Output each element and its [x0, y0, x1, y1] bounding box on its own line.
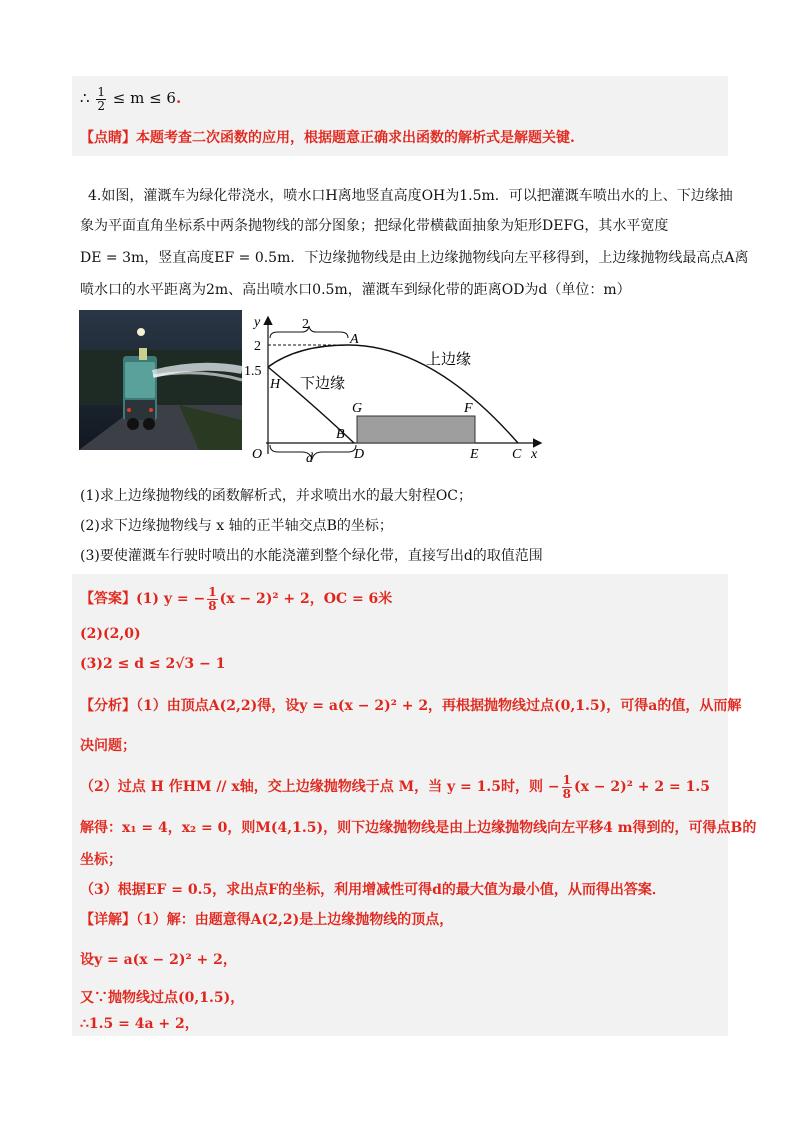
comment-line: [80, 128, 575, 148]
label-y: y: [254, 315, 261, 330]
label-G: G: [352, 401, 363, 416]
problem-line-3: DE = 3m，竖直高度EF = 0.5m．下边缘抛物线是由上边缘抛物线向左平移得到，上边缘抛物线最高点A离: [80, 250, 749, 266]
label-2-axis: 2: [254, 339, 261, 354]
label-E: E: [470, 447, 479, 462]
fraction-half: $\frac{1}{2}$: [97, 84, 105, 113]
label-O: O: [252, 447, 263, 462]
analysis-line-4: 解得：x₁ = 4，x₂ = 0，则M(4,1.5)，则下边缘抛物线是由上边缘抛物线向左平移4 m得到的，可得点B的: [80, 820, 757, 836]
label-H: H: [270, 377, 281, 392]
problem-line-2: 象为平面直角坐标系中两条抛物线的部分图象；把绿化带横截面抽象为矩形DEFG，其水平宽度: [80, 218, 669, 234]
label-A: A: [350, 332, 359, 347]
parabola-diagram: [244, 312, 546, 466]
analysis-line-6: （3）根据EF = 0.5，求出点F的坐标，利用增减性可得d的最大值为最小值，从而得出答案．: [80, 882, 666, 898]
label-F: F: [464, 401, 473, 416]
detail-line-4: ∴1.5 = 4a + 2，: [80, 1016, 199, 1032]
top-brace: [270, 326, 348, 338]
label-1.5: 1.5: [244, 364, 262, 379]
detail-line-3: 又∵抛物线过点(0,1.5)，: [80, 990, 245, 1006]
detail-line-2: 设y = a(x − 2)² + 2，: [80, 952, 237, 968]
label-d: d: [306, 451, 313, 466]
analysis-line-1: 【分析】（1）由顶点A(2,2)得，设y = a(x − 2)² + 2，再根据抛物线过点(0,1.5)，可得a的值，从而解: [80, 698, 742, 714]
fraction-eighth: $\frac{1}{8}$: [208, 584, 217, 613]
label-upper-edge: 上边缘: [426, 350, 472, 368]
analysis-line-3: （2）过点 H 作HM // x轴，交上边缘抛物线于点 M，当 y = 1.5时，则 − $\frac{1}{8}$ (x − 2)² + 2 = 1.5: [80, 772, 710, 801]
truck-photo-illustration: [79, 310, 242, 450]
fraction-eighth-2: $\frac{1}{8}$: [562, 772, 571, 801]
problem-line-4: 喷水口的水平距离为2m、高出喷水口0.5m，灌溉车到绿化带的距离OD为d（单位：m）: [80, 282, 631, 298]
analysis-label: 【分析】: [80, 698, 136, 714]
green-belt-rect: [357, 416, 475, 443]
label-C: C: [512, 447, 522, 462]
comment-label: 【点睛】: [80, 130, 136, 146]
label-lower-edge: 下边缘: [300, 374, 346, 392]
prev-conclusion: ∴ $\frac{1}{2}$ ≤ m ≤ 6.: [80, 84, 182, 113]
label-B: B: [336, 427, 345, 442]
analysis-line-5: 坐标；: [80, 852, 122, 868]
label-x: x: [531, 447, 538, 462]
question-3: (3)要使灌溉车行驶时喷出的水能浇灌到整个绿化带，直接写出d的取值范围: [80, 548, 543, 564]
comment-text: 本题考查二次函数的应用，根据题意正确求出函数的解析式是解题关键.: [136, 130, 575, 146]
bottom-brace: [270, 445, 356, 459]
answer-line-1: 【答案】(1) y = − $\frac{1}{8}$ (x − 2)² + 2，OC = 6米: [80, 584, 393, 613]
answer-line-2: (2)(2,0): [80, 626, 141, 642]
therefore-sign: ∴: [80, 89, 90, 107]
label-D: D: [354, 447, 365, 462]
answer-label: 【答案】: [80, 591, 136, 607]
inequality: ≤ m ≤ 6: [112, 89, 176, 107]
sprinkler-truck-photo: [79, 310, 242, 450]
analysis-line-2: 决问题；: [80, 738, 136, 754]
answer-line-3: (3)2 ≤ d ≤ 2√3 − 1: [80, 656, 226, 672]
detail-label: 【详解】: [80, 912, 136, 928]
problem-line-1: 4.如图，灌溉车为绿化带浇水，喷水口H离地竖直高度OH为1.5m．可以把灌溉车喷出水的上、下边缘抽: [88, 188, 733, 204]
label-2-top: 2: [302, 317, 309, 332]
question-2: (2)求下边缘抛物线与 x 轴的正半轴交点B的坐标；: [80, 518, 393, 534]
detail-line-1: 【详解】（1）解：由题意得A(2,2)是上边缘抛物线的顶点，: [80, 912, 454, 928]
question-1: (1)求上边缘抛物线的函数解析式，并求喷出水的最大射程OC；: [80, 488, 473, 504]
